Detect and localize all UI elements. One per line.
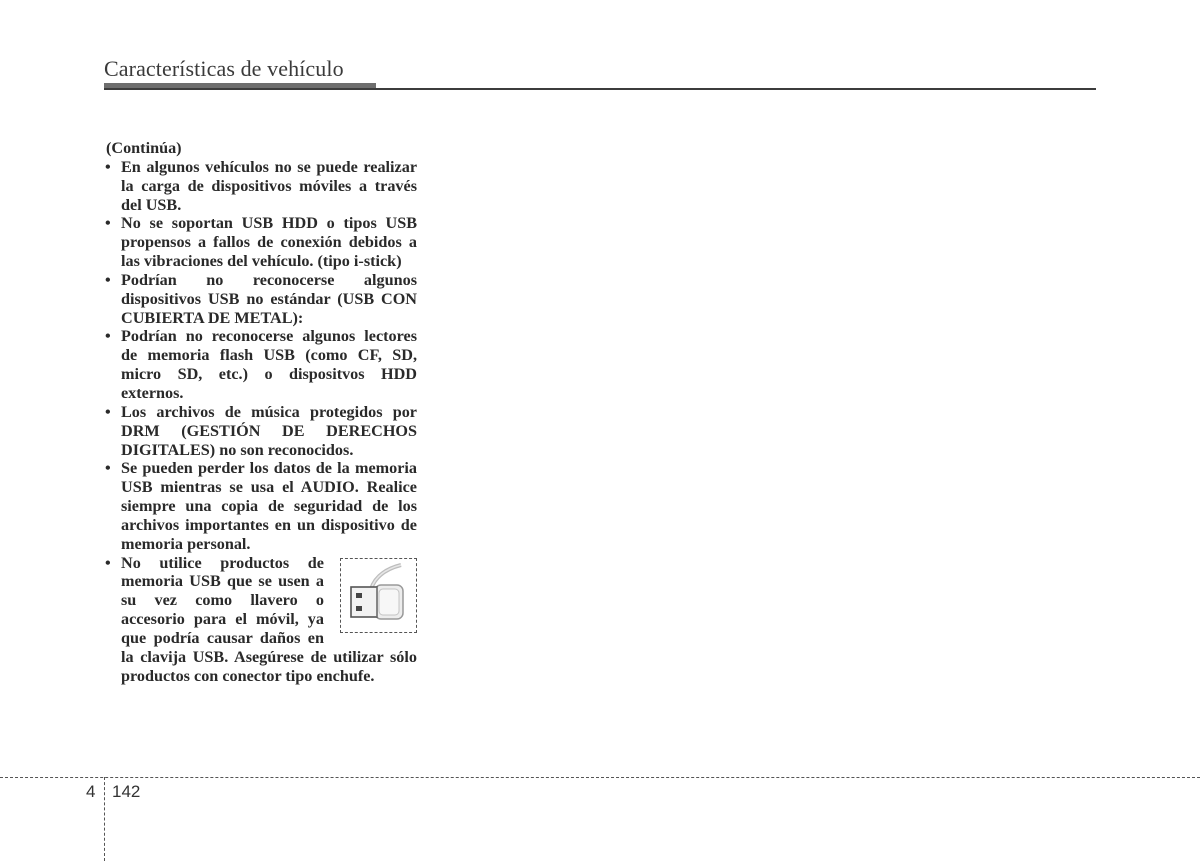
list-item: • En algunos vehículos no se puede realizar la carga de dispositivos móviles a través del USB. [104,158,417,215]
list-item: • No se soportan USB HDD o tipos USB propensos a fallos de conexión debidos a las vibraciones del vehículo. (tipo i-stick) [104,214,417,271]
footer-dashed-divider [104,777,105,861]
list-item [104,554,417,686]
page-number: 142 [112,782,141,801]
continued-label: (Continúa) [106,139,182,157]
list-item: • Podrían no reconocerse algunos dispositivos USB no estándar (USB CON CUBIERTA DE METAL): [104,271,417,328]
list-item: • Podrían no reconocerse algunos lectores de memoria flash USB (como CF, SD, micro SD, etc.) o dispositvos HDD externos. [104,327,417,402]
bullet-list [104,158,417,686]
usb-flash-drive-icon [340,558,417,633]
list-item: • Los archivos de música protegidos por DRM (GESTIÓN DE DERECHOS DIGITALES) no son reconocidos. [104,403,417,460]
section-number: 4 [86,782,96,801]
list-item: • Se pueden perder los datos de la memoria USB mientras se usa el AUDIO. Realice siempre una copia de seguridad de los archivos importantes en un dispositivo de memoria personal. [104,459,417,553]
list-item-text: No utilice productos de memoria USB que se usen a su vez como llavero o accesorio para el móvil, ya que podría causar daños en la clavija USB. Asegúrese de utilizar sólo productos con conector tipo enchufe. [121,553,417,685]
page-title: Características de vehículo [104,56,344,81]
main-content [104,139,417,685]
footer-dashed-rule [0,777,1200,778]
header-rule [104,88,1096,90]
